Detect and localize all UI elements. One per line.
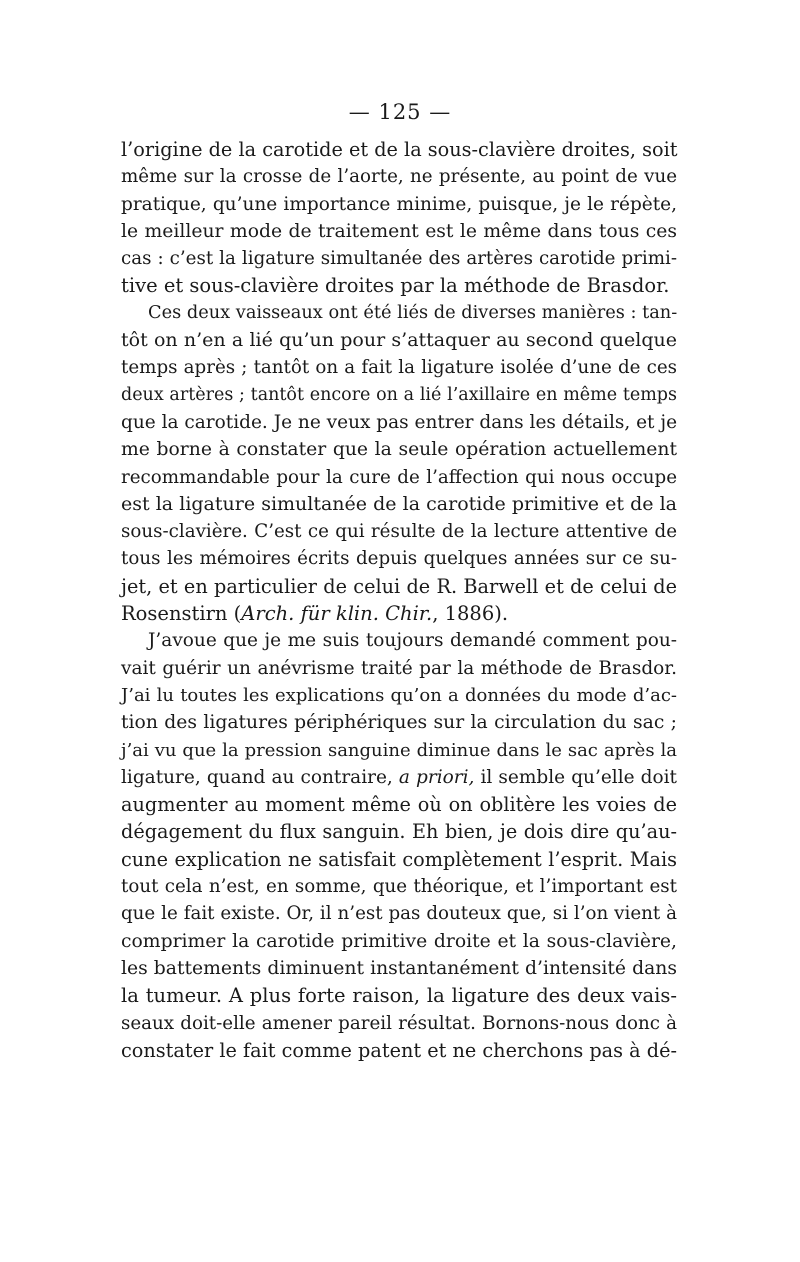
journal-title: Arch. für klin. Chir. [241, 602, 433, 626]
italic-phrase-line [121, 764, 677, 791]
citation-year: , 1886). [432, 602, 509, 626]
text-line: tout cela n’est, en somme, que théorique, et l’important est [121, 876, 677, 898]
text-line: le meilleur mode de traitement est le même dans tous ces [121, 220, 677, 242]
text-line: est la ligature simultanée de la carotide primitive et de la [121, 492, 677, 515]
page-number: — 125 — [348, 100, 452, 124]
text-line: la tumeur. A plus forte raison, la ligature des deux vais- [121, 984, 677, 1008]
text-line: jet, et en particulier de celui de R. Barwell et de celui de [121, 574, 677, 598]
line-lead: ligature, quand au contraire, [121, 766, 399, 788]
text-line: même sur la crosse de l’aorte, ne présente, au point de vue [121, 166, 677, 188]
text-line: me borne à constater que la seule opération actuellement [121, 439, 677, 461]
text-line: vait guérir un anévrisme traité par la méthode de Brasdor. [121, 657, 677, 679]
text-line: que la carotide. Je ne veux pas entrer dans les détails, et je [121, 411, 678, 433]
text-line: recommandable pour la cure de l’affection qui nous occupe [121, 466, 677, 488]
text-line: pratique, qu’une importance minime, puisque, je le répète, [121, 193, 677, 215]
text-line: constater le fait comme patent et ne cherchons pas à dé- [121, 1038, 677, 1062]
text-line: cune explication ne satisfait complètement l’esprit. Mais [121, 847, 677, 871]
text-line: temps après ; tantôt on a fait la ligature isolée d’une de ces [121, 357, 677, 379]
text-line: deux artères ; tantôt encore on a lié l’axillaire en même temps [121, 384, 677, 405]
a-priori-phrase: a priori, [398, 766, 475, 788]
text-line: les battements diminuent instantanément d’intensité dans [121, 957, 677, 979]
text-line: tôt on n’en a lié qu’un pour s’attaquer au second quelque [121, 329, 677, 352]
text-line: dégagement du flux sanguin. Eh bien, je dois dire qu’au- [121, 820, 677, 844]
text-line: tive et sous-clavière droites par la méthode de Brasdor. [121, 274, 670, 298]
paragraph-start-line: J’avoue que je me suis toujours demandé comment pou- [148, 630, 677, 652]
citation-lead: Rosenstirn ( [121, 602, 242, 626]
text-line: augmenter au moment même où on oblitère les voies de [121, 793, 677, 817]
text-line: cas : c’est la ligature simultanée des artères carotide primi- [121, 248, 677, 270]
text-line: comprimer la carotide primitive droite et la sous-clavière, [121, 930, 677, 952]
citation-line [121, 600, 677, 627]
text-line: j’ai vu que la pression sanguine diminue dans le sac après la [121, 739, 677, 761]
text-line: l’origine de la carotide et de la sous-clavière droites, soit [121, 138, 678, 161]
body-text [121, 136, 677, 1064]
text-line: seaux doit-elle amener pareil résultat. Bornons-nous donc à [121, 1012, 677, 1034]
text-line: que le fait existe. Or, il n’est pas douteux que, si l’on vient à [121, 903, 677, 925]
line-tail: il semble qu’elle doit [474, 766, 677, 788]
paragraph-start-line: Ces deux vaisseaux ont été liés de diverses manières : tan- [148, 302, 678, 323]
text-line: tous les mémoires écrits depuis quelques années sur ce su- [121, 548, 677, 570]
text-line: sous-clavière. C’est ce qui résulte de la lecture attentive de [121, 521, 677, 543]
text-line: tion des ligatures périphériques sur la circulation du sac ; [121, 712, 677, 734]
text-line: J’ai lu toutes les explications qu’on a données du mode d’ac- [121, 684, 677, 706]
